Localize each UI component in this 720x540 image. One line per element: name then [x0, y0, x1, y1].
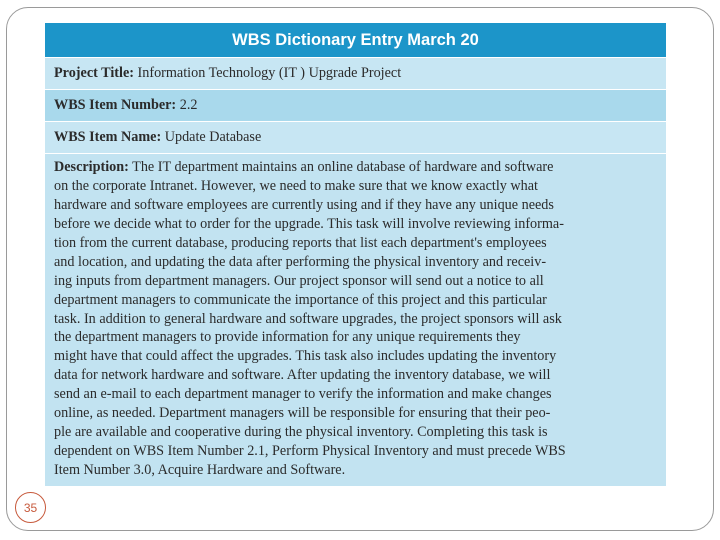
- description-line: Description: The IT department maintains an online database of hardware and software: [54, 159, 554, 175]
- description-label: Description:: [54, 159, 129, 175]
- description-line: ple are available and cooperative during the physical inventory. Completing this task is: [54, 424, 548, 441]
- description-line: ing inputs from department managers. Our project sponsor will send out a notice to all: [54, 272, 544, 289]
- description-line: send an e-mail to each department manager to verify the information and make changes: [54, 386, 552, 403]
- project-title-row: [45, 57, 666, 89]
- wbs-item-name-value: Update Database: [164, 129, 262, 145]
- page-number-badge: 35: [15, 492, 46, 523]
- wbs-item-number-label: WBS Item Number:: [54, 97, 177, 113]
- description-line: Item Number 3.0, Acquire Hardware and Software.: [54, 462, 346, 478]
- wbs-item-name-label: WBS Item Name:: [54, 129, 162, 145]
- description-line: and location, and updating the data after performing the physical inventory and receiv-: [54, 253, 547, 270]
- description-line: hardware and software employees are currently using and if they have any unique needs: [54, 196, 554, 213]
- description-line: might have that could affect the upgrades. This task also includes updating the inventory: [54, 348, 557, 365]
- project-title-label: Project Title:: [54, 65, 134, 81]
- description-line: data for network hardware and software. After updating the inventory database, we will: [54, 367, 551, 384]
- description-line: department managers to communicate the importance of this project and this particular: [54, 291, 547, 308]
- description-line: on the corporate Intranet. However, we need to make sure that we know exactly what: [54, 177, 538, 194]
- description-row: [45, 153, 666, 486]
- wbs-item-number-row: [45, 89, 666, 121]
- description-line: online, as needed. Department managers will be responsible for ensuring that their peo-: [54, 405, 551, 422]
- wbs-dictionary-table: [45, 23, 666, 486]
- project-title-value: Information Technology (IT ) Upgrade Project: [137, 65, 402, 81]
- description-line: before we decide what to order for the upgrade. This task will involve reviewing informa-: [54, 215, 564, 232]
- wbs-item-number-value: 2.2: [179, 97, 198, 113]
- description-line: the department managers to provide information for any unique requirements they: [54, 329, 521, 346]
- wbs-item-name-row: [45, 121, 666, 153]
- table-header: WBS Dictionary Entry March 20: [45, 23, 666, 57]
- description-line: dependent on WBS Item Number 2.1, Perform Physical Inventory and must precede WBS: [54, 443, 566, 460]
- description-line: task. In addition to general hardware and software upgrades, the project sponsors will ask: [54, 310, 562, 327]
- description-line: tion from the current database, producing reports that list each department's employees: [54, 234, 547, 251]
